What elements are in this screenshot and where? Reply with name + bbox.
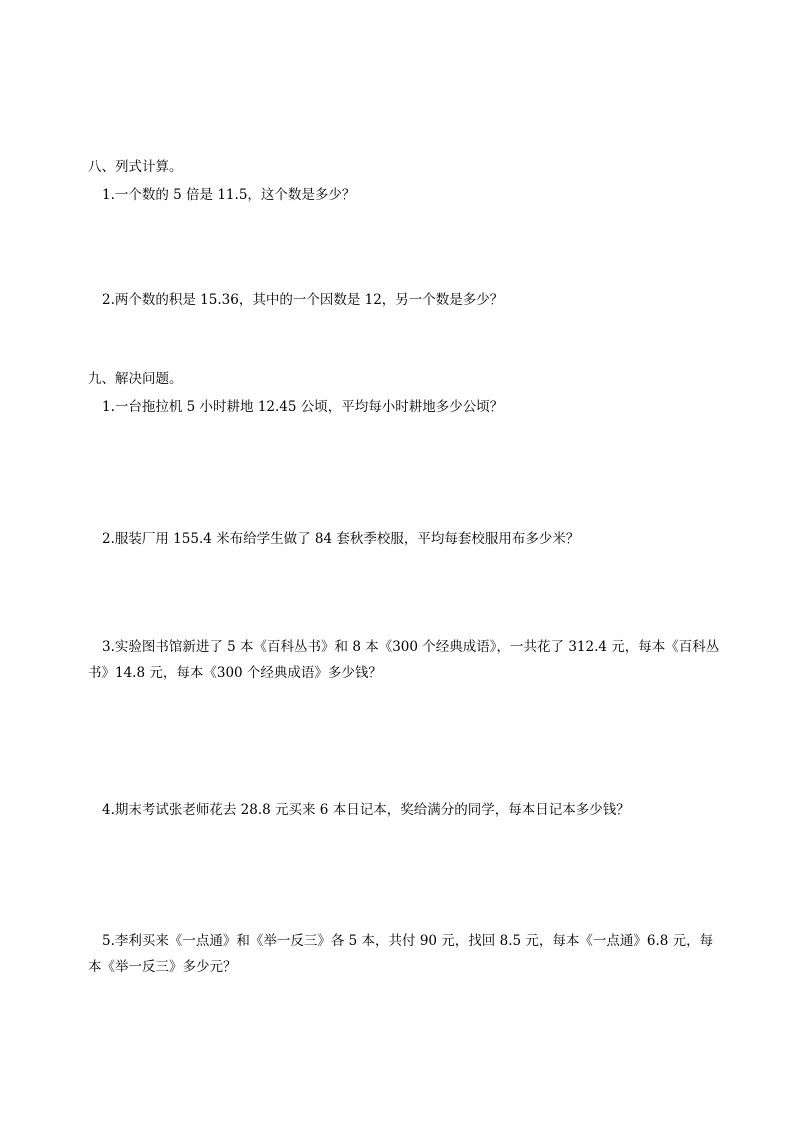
section-8-title: 八、列式计算。 (88, 159, 183, 175)
section-9-question-2: 2.服装厂用 155.4 米布给学生做了 84 套秋季校服，平均每套校服用布多少米？ (102, 531, 580, 547)
section-9-question-3-line-1: 3.实验图书馆新进了 5 本《百科丛书》和 8 本《300 个经典成语》，一共花了 312.4 元，每本《百科丛 (102, 639, 720, 655)
section-9-question-3-line-2: 书》14.8 元，每本《300 个经典成语》多少钱？ (88, 665, 382, 681)
section-8-question-1: 1.一个数的 5 倍是 11.5，这个数是多少？ (102, 187, 356, 203)
section-9-title: 九、解决问题。 (88, 371, 183, 387)
section-9-question-5-line-1: 5.李利买来《一点通》和《举一反三》各 5 本，共付 90 元，找回 8.5 元，每本《一点通》6.8 元，每 (102, 933, 714, 949)
section-9-question-5-line-2: 本《举一反三》多少元？ (88, 959, 237, 975)
section-8-question-2: 2.两个数的积是 15.36，其中的一个因数是 12，另一个数是多少？ (102, 292, 504, 308)
section-9-question-1: 1.一台拖拉机 5 小时耕地 12.45 公顷，平均每小时耕地多少公顷？ (102, 399, 504, 415)
section-9-question-4: 4.期末考试张老师花去 28.8 元买来 6 本日记本，奖给满分的同学，每本日记本多少钱？ (102, 802, 630, 818)
